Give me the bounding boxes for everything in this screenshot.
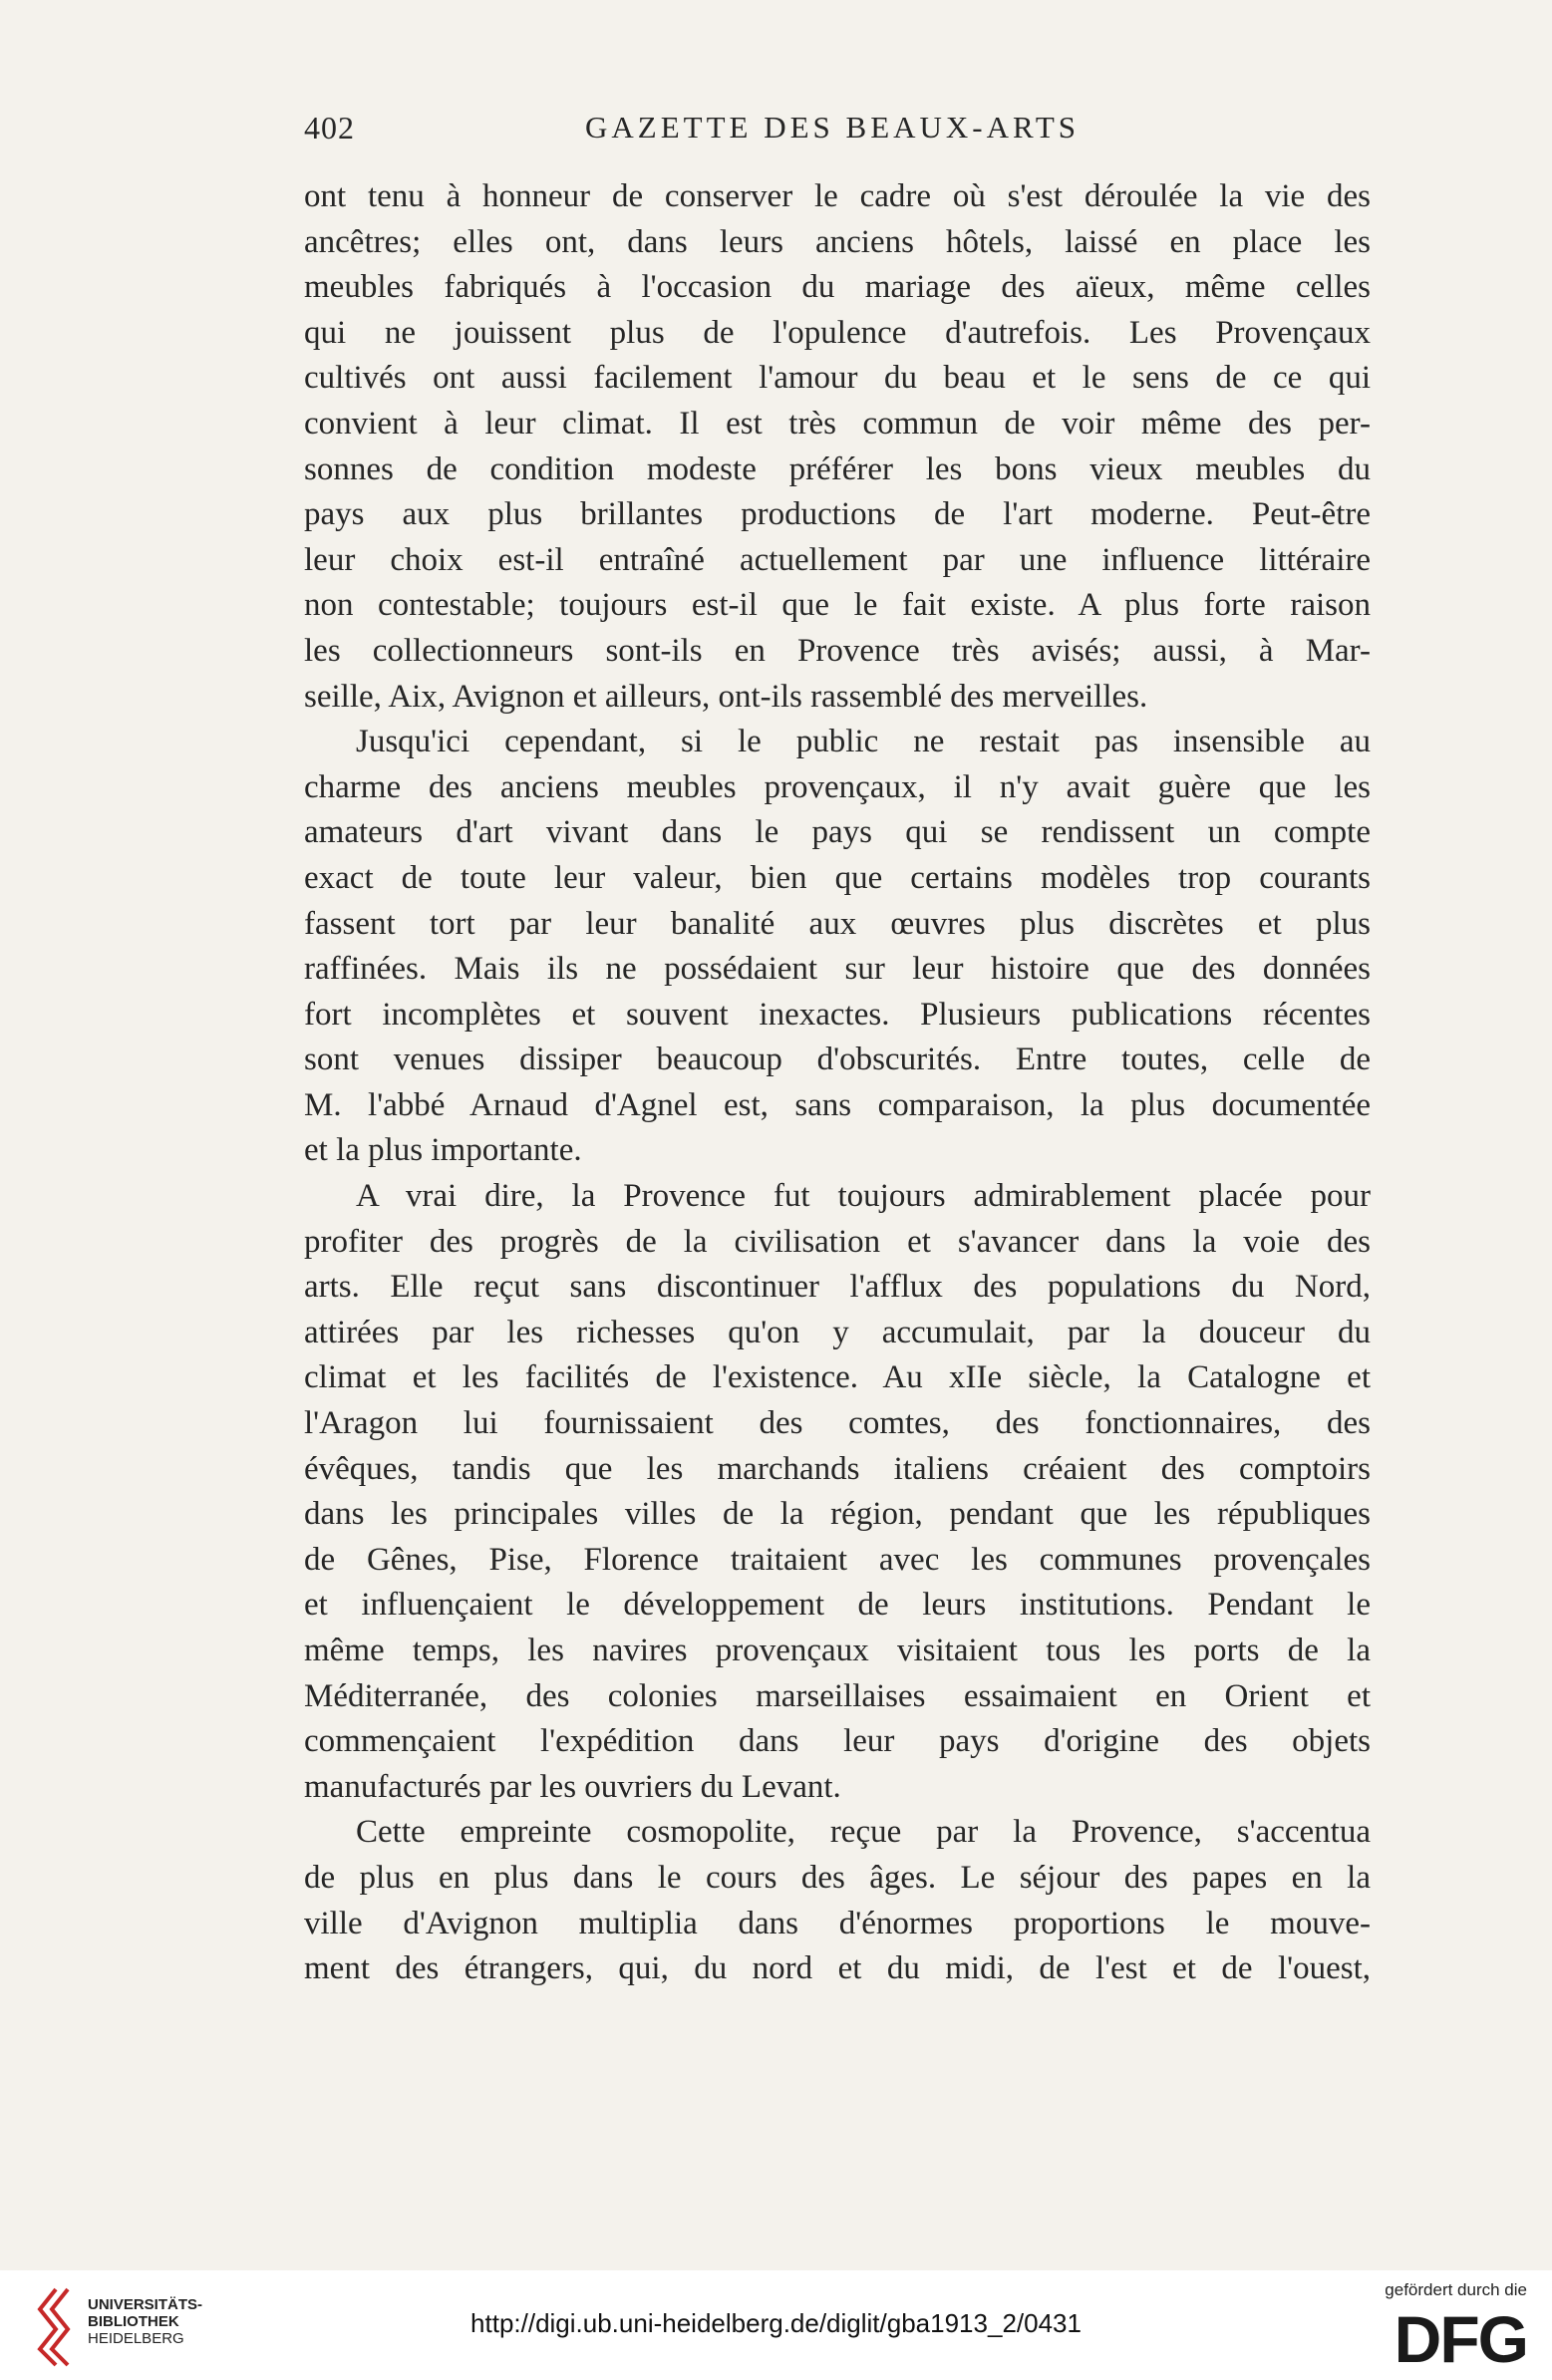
text-line: même temps, les navires provençaux visitaient tous les ports de la [304,1633,1371,1668]
body-text [304,174,1371,1992]
text-line: cultivés ont aussi facilement l'amour du beau et le sens de ce qui [304,360,1371,397]
text-line: ancêtres; elles ont, dans leurs anciens hôtels, laissé en place les [304,223,1371,260]
text-line: exact de toute leur valeur, bien que certains modèles trop courants [304,859,1371,896]
text-line: attirées par les richesses qu'on y accumulait, par la douceur du [304,1314,1371,1350]
text-line: évêques, tandis que les marchands italiens créaient des comptoirs [304,1450,1371,1487]
running-title: GAZETTE DES BEAUX-ARTS [585,110,1080,145]
text-line: leur choix est-il entraîné actuellement par une influence littéraire [304,541,1371,578]
text-line: climat et les facilités de l'existence. Au xIIe siècle, la Catalogne et [304,1359,1371,1396]
text-line: ont tenu à honneur de conserver le cadre où s'est déroulée la vie des [304,178,1371,214]
text-line: qui ne jouissent plus de l'opulence d'autrefois. Les Provençaux [304,314,1371,351]
text-line: l'Aragon lui fournissaient des comtes, des fonctionnaires, des [304,1405,1371,1442]
text-line: de plus en plus dans le cours des âges. Le séjour des papes en la [304,1859,1371,1896]
library-name-line: UNIVERSITÄTS- [88,2296,203,2313]
text-line: fassent tort par leur banalité aux œuvres plus discrètes et plus [304,905,1371,942]
text-line: M. l'abbé Arnaud d'Agnel est, sans comparaison, la plus documentée [304,1086,1371,1123]
text-line: Cette empreinte cosmopolite, reçue par la Provence, s'accentua [356,1814,1371,1851]
text-line: fort incomplètes et souvent inexactes. Plusieurs publications récentes [304,996,1371,1033]
page-header [299,110,1366,159]
library-name-line: HEIDELBERG [88,2330,184,2347]
text-line: sont venues dissiper beaucoup d'obscurités. Entre toutes, celle de [304,1041,1371,1078]
text-line: Méditerranée, des colonies marseillaises essaimaient en Orient et [304,1677,1371,1714]
page-number: 402 [304,110,355,146]
text-line: de Gênes, Pise, Florence traitaient avec les communes provençales [304,1541,1371,1578]
text-line: meubles fabriqués à l'occasion du mariage des aïeux, même celles [304,269,1371,306]
text-line: non contestable; toujours est-il que le fait existe. A plus forte raison [304,587,1371,624]
text-line: les collectionneurs sont-ils en Provence très avisés; aussi, à Mar- [304,632,1371,669]
text-line: manufacturés par les ouvriers du Levant. [304,1768,841,1805]
text-line: ment des étrangers, qui, du nord et du midi, de l'est et de l'ouest, [304,1950,1371,1987]
text-line: seille, Aix, Avignon et ailleurs, ont-ils rassemblé des merveilles. [304,678,1148,715]
text-line: et influençaient le développement de leurs institutions. Pendant le [304,1587,1371,1624]
text-line: raffinées. Mais ils ne possédaient sur leur histoire que des données [304,951,1371,988]
text-line: et la plus importante. [304,1132,582,1169]
text-line: ville d'Avignon multiplia dans d'énormes proportions le mouve- [304,1905,1371,1941]
text-line: dans les principales villes de la région, pendant que les républiques [304,1496,1371,1533]
text-line: convient à leur climat. Il est très commun de voir même des per- [304,405,1371,442]
text-line: A vrai dire, la Provence fut toujours admirablement placée pour [356,1178,1371,1215]
text-line: commençaient l'expédition dans leur pays d'origine des objets [304,1723,1371,1760]
source-url-link[interactable]: http://digi.ub.uni-heidelberg.de/diglit/gba1913_2/0431 [470,2308,1082,2338]
text-line: pays aux plus brillantes productions de l'art moderne. Peut-être [304,496,1371,533]
text-line: profiter des progrès de la civilisation et s'avancer dans la voie des [304,1223,1371,1260]
text-line: arts. Elle reçut sans discontinuer l'afflux des populations du Nord, [304,1269,1371,1306]
funded-by-text: gefördert durch die [1385,2280,1527,2299]
text-line: charme des anciens meubles provençaux, il n'y avait guère que les [304,768,1371,805]
text-line: sonnes de condition modeste préférer les bons vieux meubles du [304,450,1371,487]
text-line: Jusqu'ici cependant, si le public ne restait pas insensible au [356,724,1371,760]
digitization-footer [0,2270,1552,2380]
text-line: amateurs d'art vivant dans le pays qui se rendissent un compte [304,814,1371,851]
dfg-logo: DFG [1394,2302,1527,2376]
library-name-line: BIBLIOTHEK [88,2313,179,2330]
